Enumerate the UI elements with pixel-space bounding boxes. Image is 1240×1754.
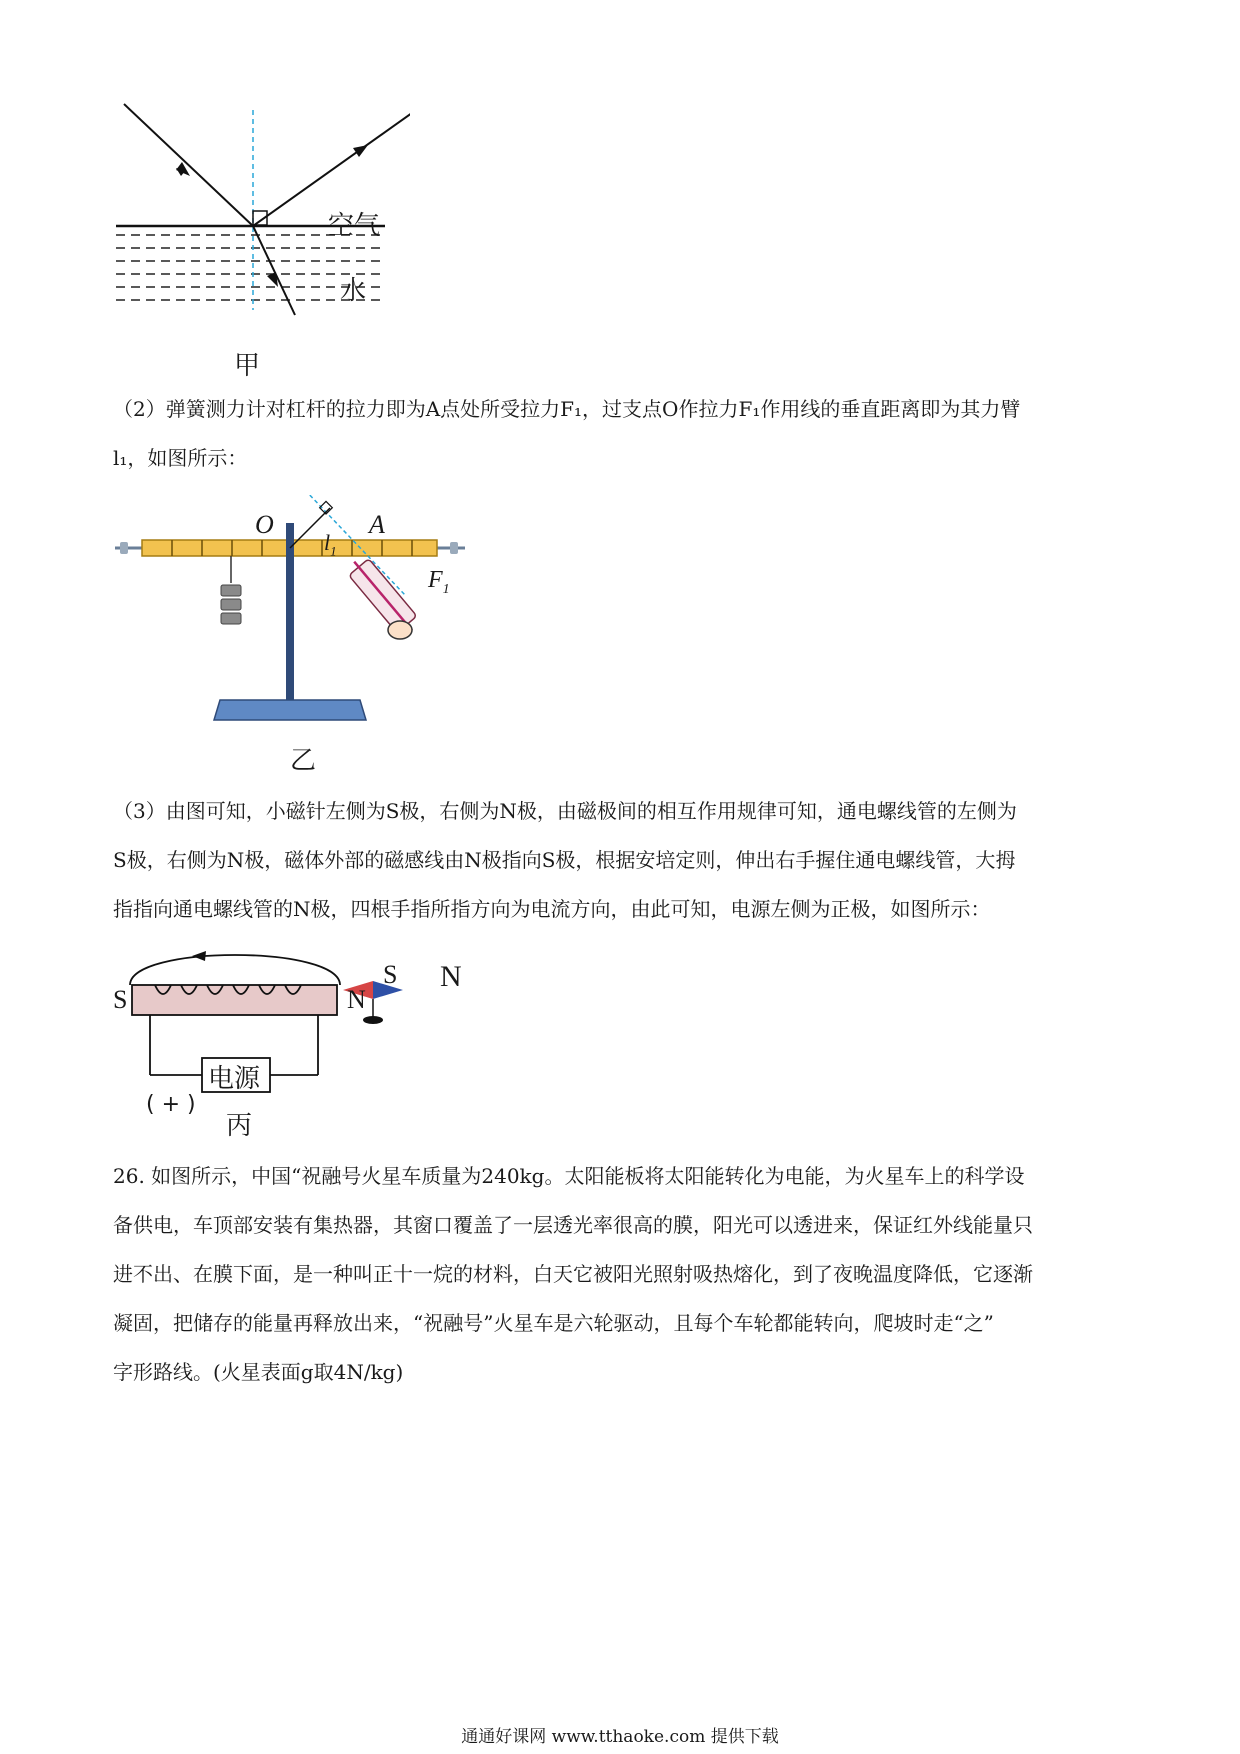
question-26-line-5: 字形路线。(火星表面g取4N/kg) <box>113 1360 404 1384</box>
incident-ray <box>124 104 253 226</box>
paragraph-2 <box>113 385 1133 483</box>
label-plus: ( + ) <box>146 1092 196 1117</box>
paragraph-2-line-1: （2）弹簧测力计对杠杆的拉力即为A点处所受拉力F₁，过支点O作拉力F₁作用线的垂直距离即为其力臂 <box>113 397 1021 421</box>
label-power: 电源 <box>208 1064 261 1094</box>
field-line <box>130 955 340 985</box>
label-water: 水 <box>340 276 367 306</box>
label-needle-S: S <box>383 960 398 989</box>
label-A: A <box>369 510 385 539</box>
label-needle-N: N <box>440 960 462 993</box>
arrow-reflected-icon <box>353 145 368 157</box>
caption-jia: 甲 <box>234 351 261 381</box>
question-26-line-4: 凝固，把储存的能量再释放出来，“祝融号”火星车是六轮驱动，且每个车轮都能转向，爬坡时走“之” <box>113 1311 994 1335</box>
paragraph-3-line-2: S极，右侧为N极，磁体外部的磁感线由N极指向S极，根据安培定则，伸出右手握住通电螺线管，大拇 <box>113 848 1016 872</box>
paragraph-3 <box>113 787 1133 934</box>
stand-pole <box>286 523 294 703</box>
label-l1: $l_1$ <box>324 530 337 559</box>
label-F1: $F_1$ <box>428 567 450 597</box>
question-26-line-3: 进不出、在膜下面，是一种叫正十一烷的材料，白天它被阳光照射吸热熔化，到了夜晚温度降低，它逐渐 <box>113 1262 1033 1286</box>
question-26 <box>113 1152 1133 1397</box>
label-solenoid-N: N <box>347 985 366 1014</box>
field-arrow-icon <box>192 951 206 961</box>
paragraph-3-line-3: 指指向通电螺线管的N极，四根手指所指方向为电流方向，由此可知，电源左侧为正极，如图所示： <box>113 897 991 921</box>
footer-source: 通通好课网 www.tthaoke.com 提供下载 <box>461 1727 779 1747</box>
stand-base <box>214 700 366 720</box>
paragraph-2-line-2: l₁，如图所示： <box>113 446 248 470</box>
hand <box>388 621 412 639</box>
label-air: 空气 <box>328 211 381 241</box>
label-O: O <box>255 510 274 539</box>
paragraph-3-line-1: （3）由图可知，小磁针左侧为S极，右侧为N极，由磁极间的相互作用规律可知，通电螺线管的左侧为 <box>113 799 1017 823</box>
refracted-ray <box>253 226 295 315</box>
caption-bing: 丙 <box>226 1111 253 1141</box>
question-26-line-1: 26. 如图所示，中国“祝融号火星车质量为240kg。太阳能板将太阳能转化为电能，为火星车上的科学设 <box>113 1164 1025 1188</box>
label-solenoid-S: S <box>113 985 128 1014</box>
hook-weights <box>221 585 241 624</box>
figure-bing <box>110 935 470 1110</box>
figure-yi <box>110 495 480 735</box>
question-26-line-2: 备供电，车顶部安装有集热器，其窗口覆盖了一层透光率很高的膜，阳光可以透进来，保证红外线能量只 <box>113 1213 1033 1237</box>
caption-yi: 乙 <box>290 746 317 776</box>
